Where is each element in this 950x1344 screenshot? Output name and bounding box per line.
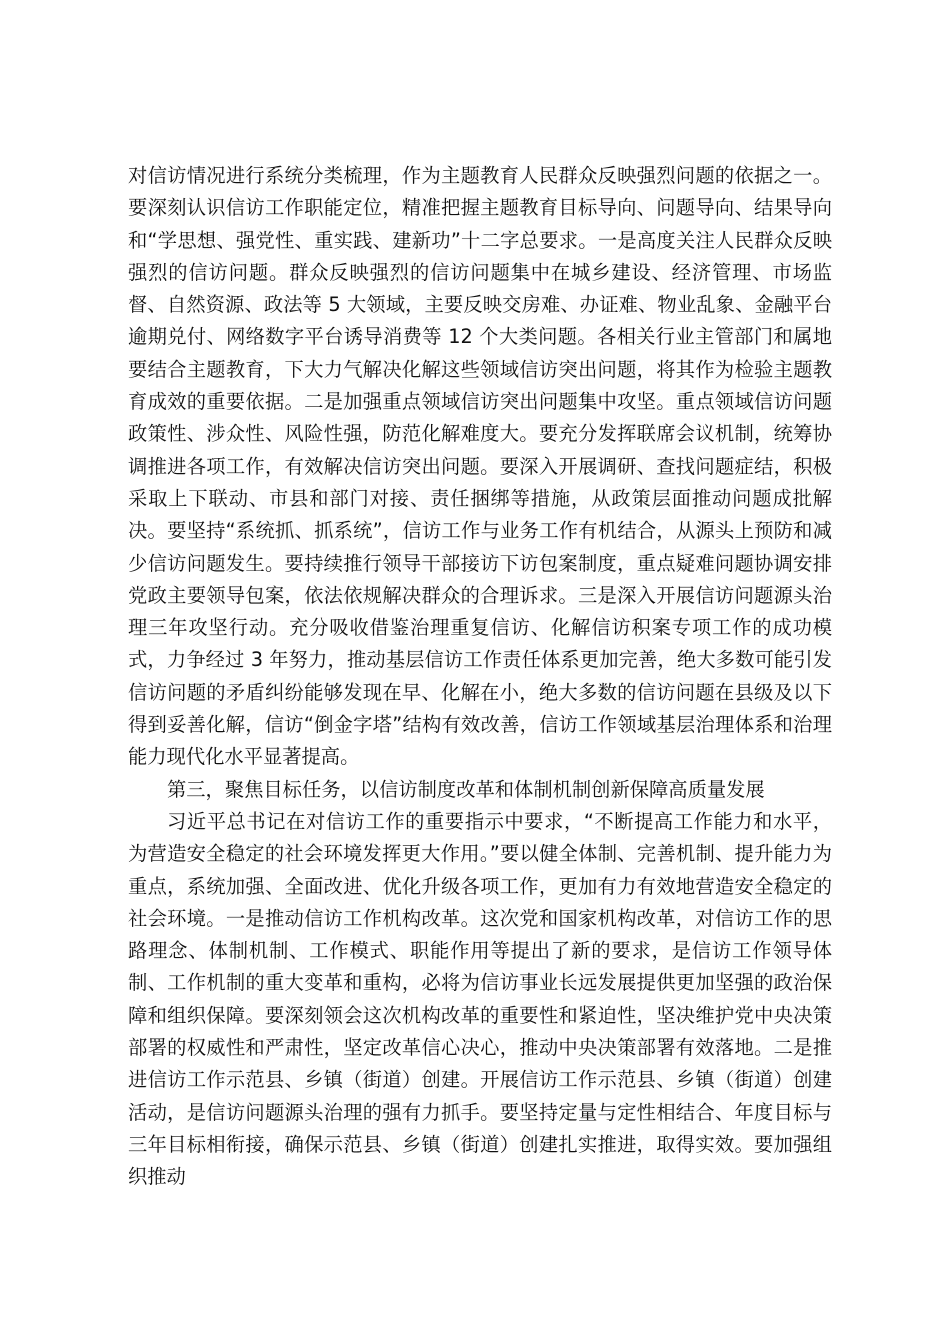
section-heading-third: 第三，聚焦目标任务，以信访制度改革和体制机制创新保障高质量发展 [167, 777, 765, 801]
body-paragraph-1: 对信访情况进行系统分类梳理，作为主题教育人民群众反映强烈问题的依据之一。要深刻认识信访工作职能定位，精准把握主题教育目标导向、问题导向、结果导向和“学思想、强党性、重实践、建新功”十二字总要求。一是高度关注人民群众反映强烈的信访问题。群众反映强烈的信访问题集中在城乡建设、经济管理、市场监督、自然资源、政法等 5 大领域，主要反映交房难、办证难、物业乱象、金融平台逾期兑付、网络数字平台诱导消费等 12 个大类问题。各相关行业主管部门和属地要结合主题教育，下大力气解决化解这些领域信访突出问题，将其作为检验主题教育成效的重要依据。二是加强重点领域信访突出问题集中攻坚。重点领域信访问题政策性、涉众性、风险性强，防范化解难度大。要充分发挥联席会议机制，统筹协调推进各项工作，有效解决信访突出问题。要深入开展调研、查找问题症结，积极采取上下联动、市县和部门对接、责任捆绑等措施，从政策层面推动问题成批解决。要坚持“系统抓、抓系统”，信访工作与业务工作有机结合，从源头上预防和减少信访问题发生。要持续推行领导干部接访下访包案制度，重点疑难问题协调安排党政主要领导包案，依法依规解决群众的合理诉求。三是深入开展信访问题源头治理三年攻坚行动。充分吸收借鉴治理重复信访、化解信访积案专项工作的成功模式，力争经过 3 年努力，推动基层信访工作责任体系更加完善，绝大多数可能引发信访问题的矛盾纠纷能够发现在早、化解在小，绝大多数的信访问题在县级及以下得到妥善化解，信访“倒金字塔”结构有效改善，信访工作领域基层治理体系和治理能力现代化水平显著提高。 [128, 164, 832, 769]
document-page [128, 160, 832, 1194]
body-paragraph-2: 习近平总书记在对信访工作的重要指示中要求，“不断提高工作能力和水平，为营造安全稳定的社会环境发挥更大作用。”要以健全体制、完善机制、提升能力为重点，系统加强、全面改进、优化升级各项工作，更加有力有效地营造安全稳定的社会环境。一是推动信访工作机构改革。这次党和国家机构改革，对信访工作的思路理念、体制机制、工作模式、职能作用等提出了新的要求，是信访工作领导体制、工作机制的重大变革和重构，必将为信访事业长远发展提供更加坚强的政治保障和组织保障。要深刻领会这次机构改革的重要性和紧迫性，坚决维护党中央决策部署的权威性和严肃性，坚定改革信心决心，推动中央决策部署有效落地。二是推进信访工作示范县、乡镇（街道）创建。开展信访工作示范县、乡镇（街道）创建活动，是信访问题源头治理的强有力抓手。要坚持定量与定性相结合、年度目标与三年目标相衔接，确保示范县、乡镇（街道）创建扎实推进，取得实效。要加强组织推动 [128, 809, 832, 1189]
